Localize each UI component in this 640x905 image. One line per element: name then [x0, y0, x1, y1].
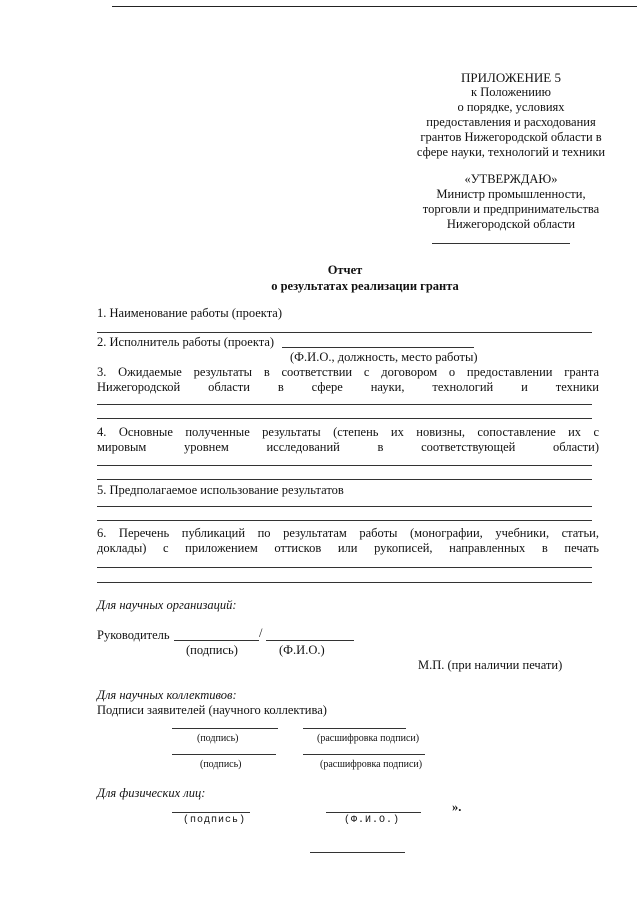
member-1-signature-line [172, 728, 278, 729]
stamp-note: М.П. (при наличии печати) [418, 658, 563, 672]
bottom-separator-line [310, 852, 405, 853]
section-2-fill-line [282, 347, 474, 348]
member-1-decode-line [303, 728, 406, 729]
head-label: Руководитель [97, 628, 170, 642]
section-2-caption: (Ф.И.О., должность, место работы) [290, 350, 478, 364]
top-border-line [112, 6, 637, 7]
section-5-fill-line [97, 520, 592, 521]
head-fio-line [266, 640, 354, 641]
section-1-label: 1. Наименование работы (проекта) [97, 306, 283, 320]
section-5-label: 5. Предполагаемое использование результатов [97, 483, 344, 497]
member-1-sign-caption: (подпись) [197, 733, 239, 744]
appendix-header [396, 70, 626, 160]
approval-signature-line [432, 243, 570, 244]
section-2-label: 2. Исполнитель работы (проекта) [97, 335, 275, 349]
appendix-line: грантов Нижегородской области в [420, 130, 602, 144]
head-signature-line [174, 640, 259, 641]
individual-fio-caption: (Ф.И.О.) [344, 815, 401, 826]
section-3-line-1: 3. Ожидаемые результаты в соответствии с договором о предоставлении гранта [97, 365, 599, 379]
approval-block [396, 172, 626, 232]
section-4-line-1: 4. Основные полученные результаты (степень их новизны, сопоставление их с [97, 425, 599, 439]
document-title [0, 262, 640, 294]
section-4-line-2: мировым уровнем исследований в соответствующей области) [97, 440, 599, 454]
section-3-fill-line [97, 418, 592, 419]
member-2-signature-line [172, 754, 276, 755]
appendix-line: сфере науки, технологий и техники [416, 145, 606, 159]
appendix-number: ПРИЛОЖЕНИЕ 5 [461, 70, 561, 85]
orgs-heading: Для научных организаций: [97, 598, 237, 612]
title-line-1: Отчет [327, 263, 363, 277]
section-5-fill-line [97, 506, 592, 507]
appendix-line: о порядке, условиях [457, 100, 565, 114]
section-3-fill-line [97, 404, 592, 405]
slash-separator: / [259, 626, 263, 640]
head-fio-caption: (Ф.И.О.) [279, 643, 325, 657]
approval-line: торговли и предпринимательства [422, 202, 600, 216]
title-line-2: о результатах реализации гранта [271, 279, 459, 293]
individual-signature-line [172, 812, 250, 813]
approval-title: «УТВЕРЖДАЮ» [464, 172, 558, 186]
individual-sign-caption: (подпись) [183, 815, 247, 826]
individual-fio-line [326, 812, 421, 813]
section-4-fill-line [97, 479, 592, 480]
head-sign-caption: (подпись) [186, 643, 238, 657]
member-1-decode-caption: (расшифровка подписи) [317, 733, 420, 744]
section-6-fill-line [97, 582, 592, 583]
member-2-decode-line [303, 754, 425, 755]
member-2-sign-caption: (подпись) [200, 759, 242, 770]
section-4-fill-line [97, 465, 592, 466]
collectives-heading: Для научных коллективов: [97, 688, 237, 702]
individuals-heading: Для физических лиц: [97, 786, 206, 800]
approval-line: Министр промышленности, [436, 187, 586, 201]
section-6-line-1: 6. Перечень публикаций по результатам работы (монографии, учебники, статьи, [97, 526, 599, 540]
closing-quote: ». [452, 800, 462, 814]
appendix-line: к Положениию [471, 85, 551, 99]
appendix-line: предоставления и расходования [426, 115, 596, 129]
approval-line: Нижегородской области [446, 217, 576, 231]
member-2-decode-caption: (расшифровка подписи) [320, 759, 423, 770]
section-1-fill-line [97, 332, 592, 333]
section-6-line-2: доклады) с приложением оттисков или рукописей, направленных в печать [97, 541, 599, 555]
section-3-line-2: Нижегородской области в сфере науки, технологий и техники [97, 380, 599, 394]
collectives-subheading: Подписи заявителей (научного коллектива) [97, 703, 327, 717]
section-6-fill-line [97, 567, 592, 568]
